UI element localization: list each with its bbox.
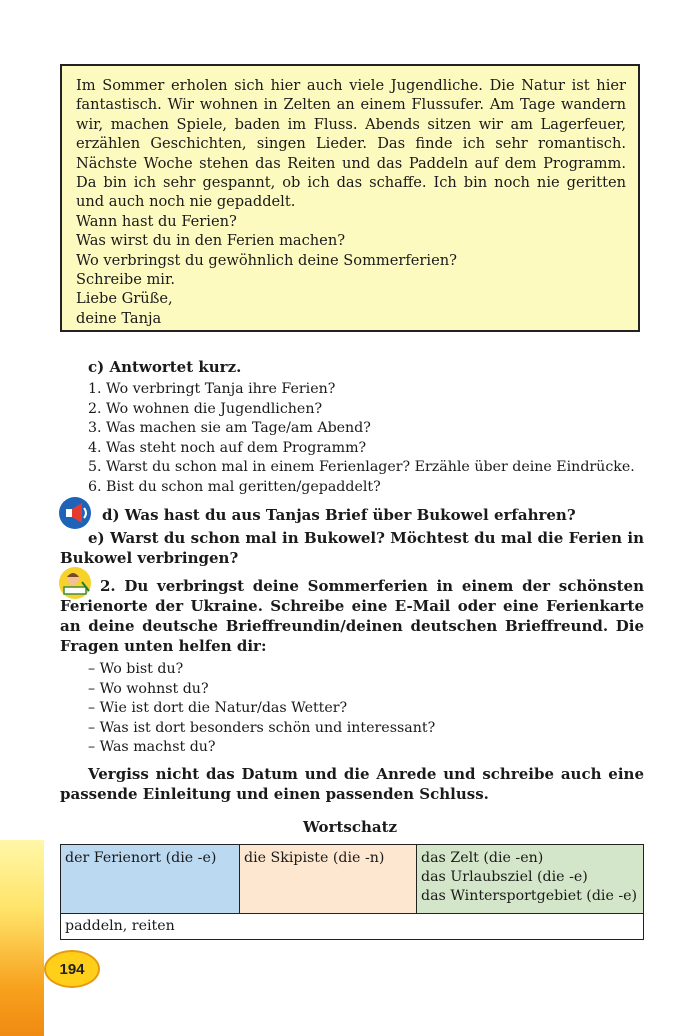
question-item: 2. Wo wohnen die Jugendlichen? [88, 400, 323, 417]
question-item: 1. Wo verbringt Tanja ihre Ferien? [88, 381, 336, 397]
prompt-item: – Wo wohnst du? [88, 680, 209, 697]
prompt-item: – Wie ist dort die Natur/das Wetter? [88, 700, 348, 717]
vocab-title: Wortschatz [302, 818, 398, 836]
vocab-cell-verbs: paddeln, reiten [61, 914, 644, 940]
vocab-word: das Urlaubsziel (die -e) [421, 869, 588, 885]
letter-line: Was wirst du in den Ferien machen? [76, 232, 346, 250]
side-color-strip [0, 840, 44, 1036]
prompt-item: – Was ist dort besonders schön und interessant? [88, 719, 436, 736]
letter-line: Liebe Grüße, [76, 290, 173, 308]
vocab-cell-ferienort: der Ferienort (die -e) [61, 845, 240, 914]
task-2-closing: Vergiss nicht das Datum und die Anrede und schreibe auch eine passende Einleitung und einen passenden Schluss. [60, 765, 644, 803]
letter-line: Schreibe mir. [76, 271, 175, 289]
vocab-cell-skipiste: die Skipiste (die -n) [240, 845, 417, 914]
task-e: e) Warst du schon mal in Bukowel? Möchtest du mal die Ferien in Bukowel verbringen? [60, 529, 644, 567]
question-item: 4. Was steht noch auf dem Programm? [88, 439, 367, 456]
task-d: d) Was hast du aus Tanjas Brief über Bukowel erfahren? [102, 506, 576, 524]
letter-line: Wo verbringst du gewöhnlich deine Sommerferien? [76, 251, 457, 269]
prompt-item: – Was machst du? [88, 739, 216, 756]
task-c-title: c) Antwortet kurz. [88, 358, 242, 376]
prompt-item: – Wo bist du? [88, 661, 184, 677]
vocab-word: das Wintersportgebiet (die -e) [421, 888, 638, 904]
letter-line: Wann hast du Ferien? [76, 212, 237, 230]
task-2-prompts [88, 660, 435, 758]
question-item: 6. Bist du schon mal geritten/gepaddelt? [88, 478, 381, 495]
page-number: 194 [44, 950, 100, 988]
question-item: 5. Warst du schon mal in einem Ferienlager? Erzähle über deine Eindrücke. [88, 459, 635, 476]
vocab-word: das Zelt (die -en) [421, 850, 544, 866]
task-2-text: 2. Du verbringst deine Sommerferien in einem der schönsten Ferienorte der Ukraine. Schreibe eine E-Mail oder eine Ferienkarte an deine deutsche Brieffreundin/deinen deutschen Brieffreund. Die Fragen unten helfen dir: [60, 577, 644, 655]
letter-line: deine Tanja [76, 309, 162, 327]
vocab-table [60, 844, 644, 940]
task-c-questions [88, 380, 635, 498]
letter-box [60, 64, 640, 332]
vocab-cell-nouns [417, 845, 644, 914]
question-item: 3. Was machen sie am Tage/am Abend? [88, 420, 371, 437]
letter-paragraph: Im Sommer erholen sich hier auch viele Jugendliche. Die Natur ist hier fantastisch. Wir wohnen in Zelten an einem Flussufer. Am Tage wandern wir, machen Spiele, baden im Fluss. Abends sitzen wir am Lagerfeuer, erzählen Geschichten, singen Lieder. Das finde ich sehr romantisch. Nächste Woche stehen das Reiten und das Paddeln auf dem Programm. Da bin ich sehr gespannt, ob ich das schaffe. Ich bin noch nie geritten und auch noch nie gepaddelt. [76, 77, 626, 211]
